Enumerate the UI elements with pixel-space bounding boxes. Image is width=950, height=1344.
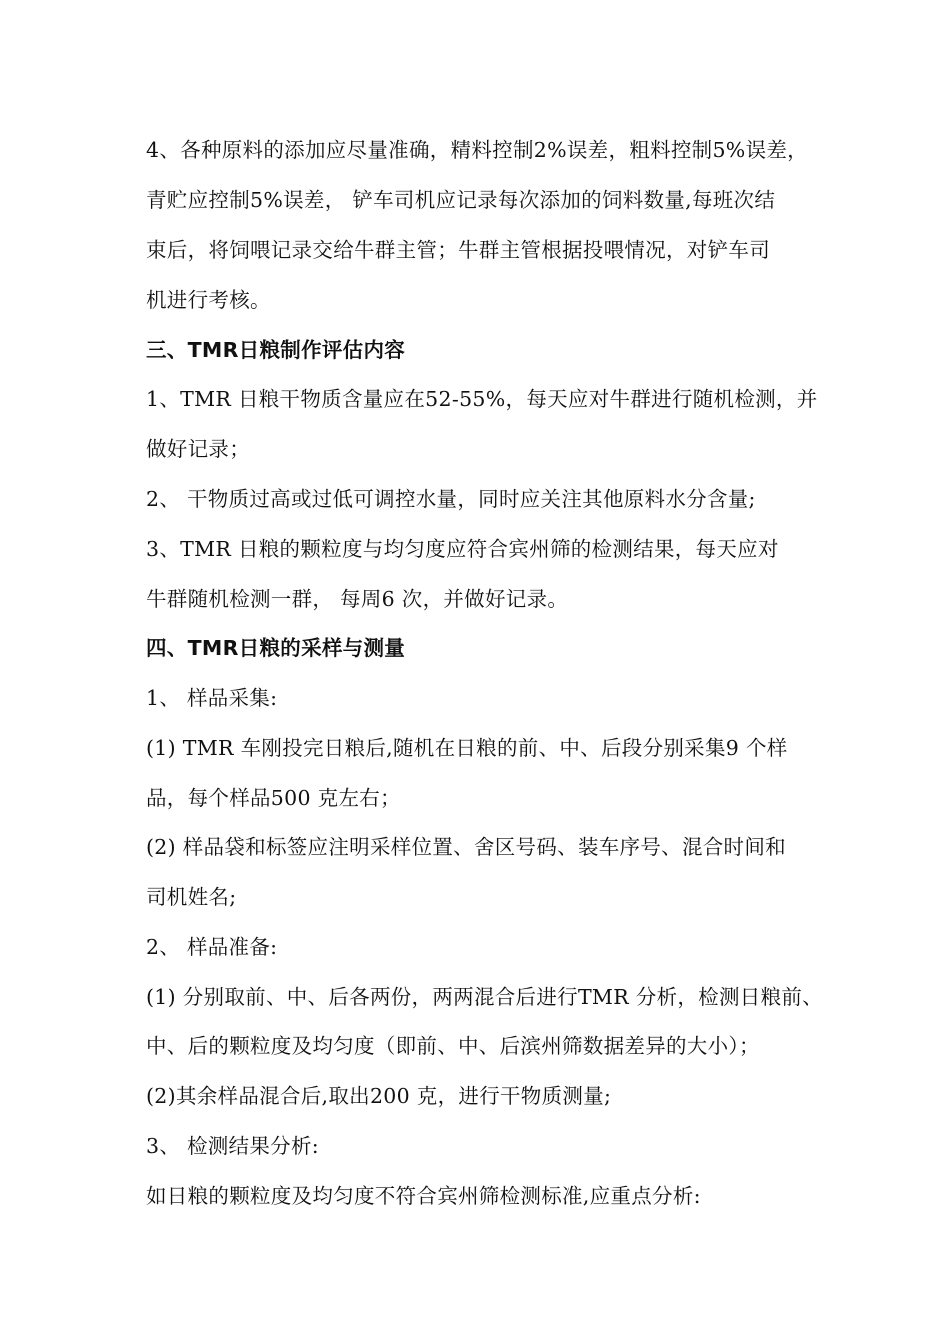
paragraph-line: 品，每个样品500 克左右； (146, 786, 401, 810)
paragraph-line: 如日粮的颗粒度及均匀度不符合宾州筛检测标准,应重点分析: (146, 1184, 701, 1208)
paragraph-line: 中、后的颗粒度及均匀度（即前、中、后滨州筛数据差异的大小）； (146, 1034, 760, 1058)
section-heading: 四、TMR日粮的采样与测量 (146, 636, 406, 660)
section-heading: 三、TMR日粮制作评估内容 (146, 338, 406, 362)
paragraph-line: (1) 分别取前、中、后各两份，两两混合后进行TMR 分析，检测日粮前、 (146, 985, 823, 1009)
paragraph-line: 1、 样品采集: (146, 686, 278, 710)
paragraph-line: 3、TMR 日粮的颗粒度与均匀度应符合宾州筛的检测结果，每天应对 (146, 537, 779, 561)
paragraph-line: 束后，将饲喂记录交给牛群主管；牛群主管根据投喂情况，对铲车司 (146, 238, 770, 262)
paragraph-line: 2、 干物质过高或过低可调控水量，同时应关注其他原料水分含量; (146, 487, 756, 511)
paragraph-line: (1) TMR 车刚投完日粮后,随机在日粮的前、中、后段分别采集9 个样 (146, 736, 788, 760)
paragraph-line: 青贮应控制5%误差， 铲车司机应记录每次添加的饲料数量,每班次结 (146, 188, 776, 212)
paragraph-line: 司机姓名; (146, 885, 237, 909)
paragraph-line: 4、各种原料的添加应尽量准确，精料控制2%误差，粗料控制5%误差， (146, 138, 808, 162)
paragraph-line: 做好记录； (146, 437, 250, 461)
paragraph-line: 2、 样品准备: (146, 935, 278, 959)
paragraph-line: (2)其余样品混合后,取出200 克，进行干物质测量; (146, 1084, 612, 1108)
paragraph-line: 1、TMR 日粮干物质含量应在52-55%，每天应对牛群进行随机检测，并 (146, 387, 818, 411)
paragraph-line: 牛群随机检测一群， 每周6 次，并做好记录。 (146, 587, 569, 611)
paragraph-line: (2) 样品袋和标签应注明采样位置、舍区号码、装车序号、混合时间和 (146, 835, 786, 859)
paragraph-line: 3、 检测结果分析: (146, 1134, 319, 1158)
paragraph-line: 机进行考核。 (146, 288, 271, 312)
